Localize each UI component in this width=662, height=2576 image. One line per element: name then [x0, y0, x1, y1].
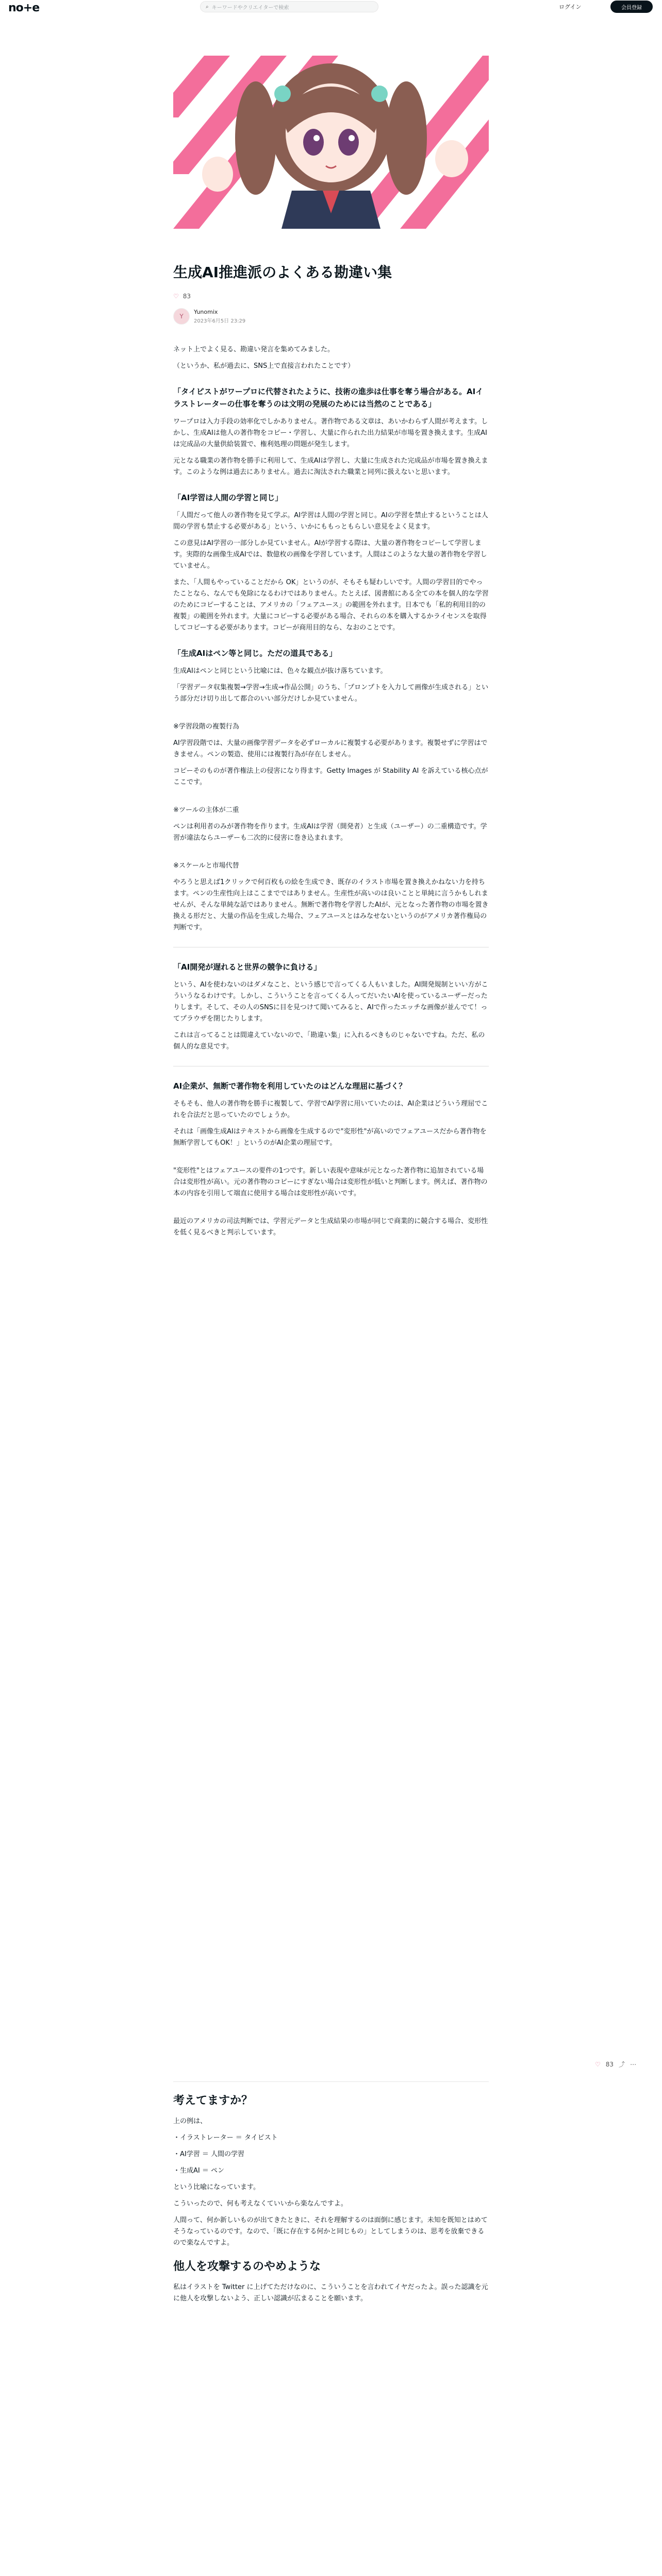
paragraph: また、「人間もやっていることだから OK」というのが、そもそも疑わしいです。人間の学習目的でやったことなら、なんでも免除になるわけではありません。たとえば、図書館にある全ての本を個人的な学習のためにコピーすることは、アメリカの「フェアユース」の範囲を外れます。日本でも「私的利用目的の複製」の範囲を外れます。大量にコピーする必要がある場合、それらの本を購入するかライセンスを取得してコピーする必要があります。コピーが商用目的なら、なおのことです。 — [173, 579, 489, 632]
paragraph: コピーそのものが著作権法上の侵害になり得ます。Getty Images が Stability AI を訴えている核心点がここです。 — [173, 767, 488, 786]
paragraph: ・イラストレーター ＝ タイピスト — [173, 2134, 278, 2142]
signup-button[interactable]: 会員登録 — [610, 1, 653, 13]
section-heading: AI企業が、無断で著作物を利用していたのはどんな理屈に基づく？ — [173, 1081, 407, 1091]
search-input[interactable] — [200, 1, 378, 12]
article-title: 生成AI推進派のよくある勘違い集 — [173, 264, 392, 281]
paragraph: ※学習段階の複製行為 — [173, 723, 239, 731]
note-logo[interactable]: no+e — [8, 1, 40, 14]
paragraph: やろうと思えば1クリックで何百枚もの絵を生成でき、既存のイラスト市場を置き換えかねない力を持ちます。ペンの生産性向上はここまでではありません。生産性が高いのは良いことと単純に言うかもしれませんが、そんな単純な話ではありません。無断で著作物を学習したAIが、元となった著作物の市場を置き換える形だと、大量の作品を生成した場合、フェアユースとはみなせないというのがアメリカ著作権局の判断です。 — [173, 878, 489, 931]
paragraph: こういったので、何も考えなくていいから楽なんですよ。 — [173, 2200, 347, 2208]
section-heading: 「生成AIはペン等と同じ。ただの道具である」 — [173, 649, 337, 658]
paragraph: 「学習データ収集複製→学習→生成→作品公開」のうち、「プロンプトを入力して画像が生成される」という部分だけ切り出して都合のいい部分だけしか見ていません。 — [173, 684, 489, 703]
section-heading: 「AI学習は人間の学習と同じ」 — [173, 493, 283, 502]
section-heading: 「AI開発が遅れると世界の競争に負ける」 — [173, 962, 322, 972]
paragraph: これは言ってることは間違えていないので、「勘違い集」に入れるべきものじゃないですね。ただ、私の個人的な意見です。 — [173, 1031, 485, 1050]
paragraph: この意見はAI学習の一部分しか見ていません。AIが学習する際は、大量の著作物をコピーして学習します。実際的な画像生成AIでは、数億枚の画像を学習しています。人間はこのような大量の著作物を学習していません。 — [173, 539, 487, 570]
publish-date: 2023年6月5日 23:29 — [194, 318, 246, 324]
intro-line: ネット上でよく見る、勘違い発言を集めてみました。 — [173, 346, 335, 353]
paragraph: という比喩になっています。 — [173, 2183, 260, 2191]
right-rail-actions — [595, 2060, 636, 2069]
paragraph: ※スケールと市場代替 — [173, 862, 239, 870]
paragraph: ・AI学習 ＝ 人間の学習 — [173, 2150, 244, 2158]
login-link[interactable]: ログイン — [559, 4, 582, 10]
share-icon[interactable]: ⤴ — [619, 2061, 625, 2068]
paragraph: 最近のアメリカの司法判断では、学習元データと生成結果の市場が同じで商業的に競合する場合、変形性を低く見るべきと判示しています。 — [173, 1217, 488, 1236]
paragraph: ペンは利用者のみが著作物を作ります。生成AIは学習（開発者）と生成（ユーザー）の二重構造です。学習が違法ならユーザーも二次的に侵害に巻き込まれます。 — [173, 823, 487, 842]
author-name[interactable]: Yunomix — [194, 309, 218, 315]
article-tail — [173, 2081, 489, 2310]
like-count: 83 — [605, 2060, 614, 2068]
search-icon: ⌕ — [206, 4, 209, 10]
intro-line: （というか、私が過去に、SNS上で直接言われたことです） — [173, 362, 355, 370]
paragraph: そもそも、他人の著作物を勝手に複製して、学習でAI学習に用いていたのは、AI企業はどういう理屈でこれを合法だと思っていたのでしょうか。 — [173, 1100, 488, 1119]
paragraph: ※ツールの主体が二重 — [173, 806, 239, 814]
more-icon[interactable]: ⋯ — [630, 2060, 637, 2068]
paragraph: 元となる職業の著作物を勝手に利用して、生成AIは学習し、大量に生成された完成品が市場を置き換えます。このような例は過去にありません。過去に淘汰された職業と同列に扱えないと思います。 — [173, 457, 488, 476]
paragraph: 生成AIはペンと同じという比喩には、色々な観点が抜け落ちています。 — [173, 667, 387, 675]
attack-heading: 他人を攻撃するのやめような — [173, 2260, 321, 2273]
paragraph: 上の例は、 — [173, 2117, 207, 2125]
paragraph: ・生成AI ＝ ペン — [173, 2167, 224, 2175]
heart-icon[interactable]: ♡ — [173, 293, 179, 300]
search-placeholder: キーワードやクリエイターで検索 — [211, 5, 289, 11]
hero-image — [173, 56, 489, 229]
author-info — [173, 308, 489, 325]
paragraph: "変形性"とはフェアユースの要件の1つです。新しい表現や意味が元となった著作物に追加されている場合は変形性が高い。元の著作物のコピーにすぎない場合は変形性が低いと判断します。例えば、著作物の本の内容を引用して端直に使用する場合は変形性が高いです。 — [173, 1167, 488, 1197]
paragraph: 人間って、何か新しいものが出てきたときに、それを理解するのは面倒に感じます。未知を既知とはめてそうなっているのです。なので、「既に存在する何かと同じもの」としてしまうのは、思考を放棄できるので楽なんですよ。 — [173, 2216, 488, 2247]
paragraph: ワープロは入力手段の効率化でしかありません。著作物である文章は、あいかわらず人間が考えます。しかし、生成AIは他人の著作物をコピー・学習し、大量に作られた出力結果が市場を置き換えます。生成AIは完成品の大量供給装置で、権利処理の問題が発生します。 — [173, 418, 488, 448]
anime-girl-illustration — [173, 56, 489, 229]
section-heading: 「タイピストがワープロに代替されたように、技術の進歩は仕事を奪う場合がある。AIイラストレーターの仕事を奪うのは文明の発展のためには当然のことである」 — [173, 387, 484, 409]
paragraph: という、AIを使わないのはダメなこと、という感じで言ってくる人もいました。AI開発規制といい方がこういうなるわけです。しかし、こういうことを言ってくる人ってだいたいAIを使っているユーザーだったりします。そして、その人のSNSに目を見つけて聞いてみると、AIで作ったエッチな画像が並んでて！ってプラウザを閉じたりします。 — [173, 981, 488, 1023]
avatar[interactable]: Y — [173, 308, 190, 325]
think-heading: 考えてますか？ — [173, 2094, 253, 2107]
paragraph: AI学習段階では、大量の画像学習データを必ずローカルに複製する必要があります。複製せずに学習はできません。ペンの製造、使用には複製行為が存在しません。 — [173, 739, 488, 758]
top-header — [0, 0, 662, 15]
like-count: 83 — [183, 293, 191, 300]
paragraph: 「人間だって他人の著作物を見て学ぶ。AI学習は人間の学習と同じ。AIの学習を禁止するということは人間の学習も禁止する必要がある」という、いかにももっともらしい意見をよく見ます。 — [173, 512, 488, 531]
like-summary — [173, 293, 489, 300]
article-body — [173, 344, 489, 1244]
paragraph: それは「画像生成AIはテキストから画像を生成するので"変形性"が高いのでフェアユースだから著作物を無断学習してもOK！」というのがAI企業の理屈です。 — [173, 1128, 487, 1147]
heart-icon[interactable]: ♡ — [595, 2060, 601, 2068]
paragraph: 私はイラストを Twitter に上げてただけなのに、こういうことを言われてイヤだったよ。誤った認識を元に他人を攻撃しないよう、正しい認識が広まることを願います。 — [173, 2283, 488, 2302]
